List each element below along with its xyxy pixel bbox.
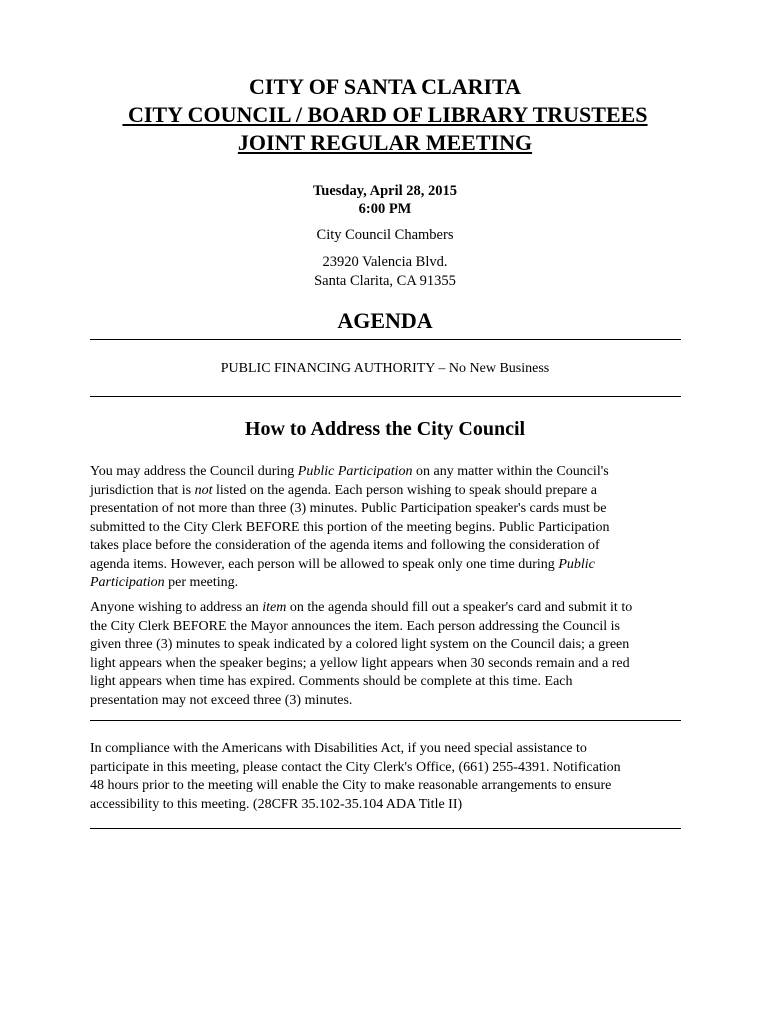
divider [90,828,681,829]
paragraph-line: You may address the Council during Public Participation on any matter within the Council's [90,464,609,479]
divider [90,720,681,721]
meeting-venue: City Council Chambers [316,227,454,243]
paragraph-line: Participation per meeting. [90,575,239,590]
agenda-item-paragraph [90,599,681,710]
paragraph-line: participate in this meeting, please contact the City Clerk's Office, (661) 255-4391. Notification [90,759,621,775]
paragraph-line: the City Clerk BEFORE the Mayor announces the item. Each person addressing the Council is [90,618,620,634]
meeting-date: Tuesday, April 28, 2015 [312,183,458,199]
paragraph-line: jurisdiction that is not listed on the agenda. Each person wishing to speak should prepare a [90,482,598,498]
ada-notice-paragraph [90,740,681,814]
public-participation-paragraph [90,463,681,593]
section-heading: How to Address the City Council [244,418,526,440]
address-city: Santa Clarita, CA 91355 [314,273,456,289]
paragraph-line: agenda items. However, each person will be allowed to speak only one time during Public [90,556,595,572]
paragraph-line: submitted to the City Clerk BEFORE this portion of the meeting begins. Public Participation [90,519,610,535]
paragraph-line: takes place before the consideration of the agenda items and following the consideration of [90,538,600,553]
paragraph-line: Anyone wishing to address an item on the agenda should fill out a speaker's card and submit it to [90,600,633,615]
paragraph-line: light appears when time has expired. Comments should be complete at this time. Each [90,674,573,689]
divider [90,339,681,340]
paragraph-line: 48 hours prior to the meeting will enable the City to make reasonable arrangements to ensure [90,778,612,793]
council-board-heading: CITY COUNCIL / BOARD OF LIBRARY TRUSTEES [122,102,648,127]
paragraph-line: given three (3) minutes to speak indicated by a colored light system on the Council dais; a green [90,637,630,652]
divider [90,396,681,397]
meeting-time: 6:00 PM [358,201,412,217]
paragraph-line: presentation of not more than three (3) minutes. Public Participation speaker's cards must be [90,501,607,516]
paragraph-line: In compliance with the Americans with Disabilities Act, if you need special assistance to [90,741,587,756]
meeting-type-heading: JOINT REGULAR MEETING [237,130,533,155]
paragraph-line: accessibility to this meeting. (28CFR 35.102-35.104 ADA Title II) [90,796,463,812]
agenda-heading: AGENDA [337,308,433,333]
paragraph-line: presentation may not exceed three (3) minutes. [90,692,353,708]
pfa-note: PUBLIC FINANCING AUTHORITY – No New Business [220,361,550,376]
paragraph-line: light appears when the speaker begins; a yellow light appears when 30 seconds remain and a red [90,655,630,671]
address-street: 23920 Valencia Blvd. [322,254,448,270]
city-name-heading: CITY OF SANTA CLARITA [249,74,521,99]
